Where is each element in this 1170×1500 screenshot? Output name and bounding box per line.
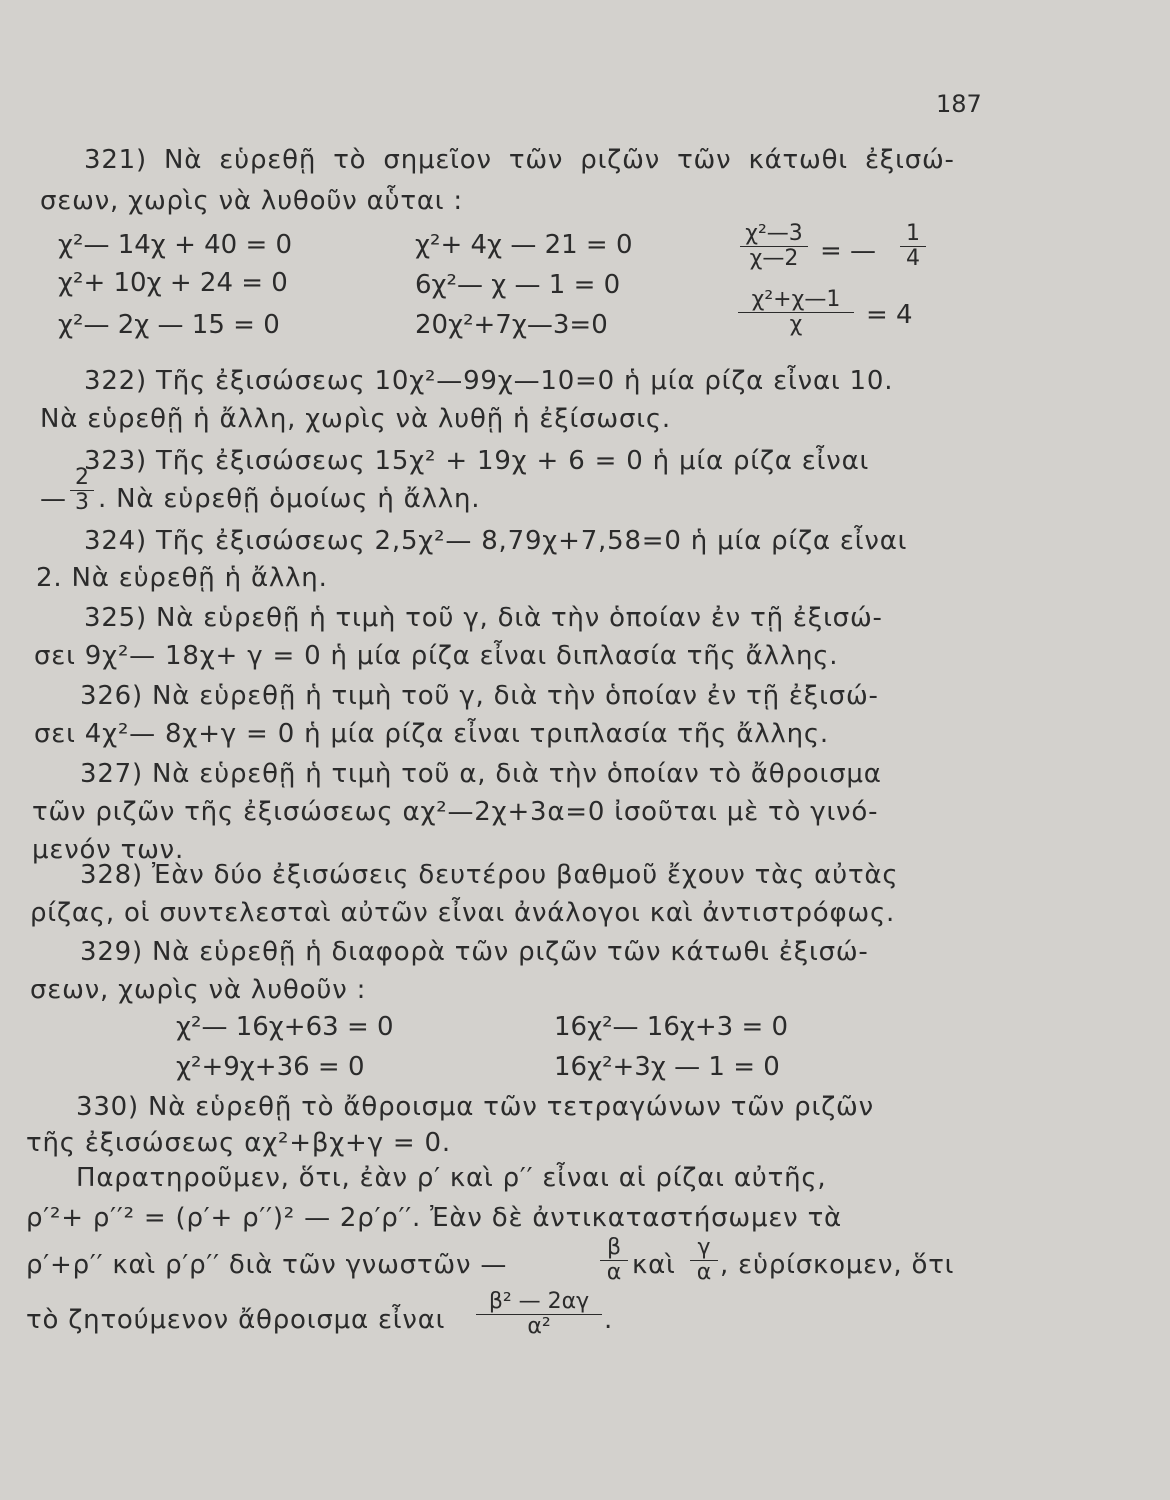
problem-330-line1: 330) Νὰ εὑρεθῇ τὸ ἄθροισμα τῶν τετραγώνων τῶν ριζῶν	[76, 1092, 874, 1122]
fraction-numerator: χ²—3	[740, 222, 808, 247]
fraction-denominator: α	[606, 1260, 622, 1285]
problem-328-line2: ρίζας, οἱ συντελεσταὶ αὐτῶν εἶναι ἀνάλογοι καὶ ἀντιστρόφως.	[30, 898, 896, 928]
fraction-denominator: α	[696, 1260, 712, 1285]
problem-327-line1: 327) Νὰ εὑρεθῇ ἡ τιμὴ τοῦ α, διὰ τὴν ὁποίαν τὸ ἄθροισμα	[80, 759, 882, 789]
problem-326-line2: σει 4χ²— 8χ+γ = 0 ἡ μία ρίζα εἶναι τριπλασία τῆς ἄλλης.	[34, 719, 829, 749]
fraction-321-2	[738, 288, 854, 337]
eq-329-3: χ²+9χ+36 = 0	[176, 1052, 365, 1082]
fraction-330-result	[476, 1290, 602, 1339]
eq-321-a1: χ²— 14χ + 40 = 0	[58, 230, 293, 260]
eq-321-b2: 6χ²— χ — 1 = 0	[415, 270, 621, 300]
fraction-denominator: 4	[906, 246, 920, 271]
problem-330-line5b: καὶ	[632, 1250, 676, 1280]
fraction-denominator: χ—2	[749, 246, 799, 271]
eq-329-4: 16χ²+3χ — 1 = 0	[554, 1052, 780, 1082]
problem-330-line6-end: .	[604, 1305, 614, 1335]
problem-325-line2: σει 9χ²— 18χ+ γ = 0 ἡ μία ρίζα εἶναι διπλασία τῆς ἄλλης.	[34, 641, 839, 671]
fraction-321-1b	[900, 222, 926, 271]
fraction-numerator: 2	[70, 466, 94, 491]
fraction-321-1	[740, 222, 808, 271]
problem-330-line2: τῆς ἐξισώσεως αχ²+βχ+γ = 0.	[26, 1128, 451, 1158]
problem-323-line2: . Νὰ εὑρεθῇ ὁμοίως ἡ ἄλλη.	[98, 484, 481, 514]
fraction-321-1-rhs: = —	[820, 236, 877, 266]
eq-329-1: χ²— 16χ+63 = 0	[176, 1012, 394, 1042]
page-number: 187	[936, 90, 982, 118]
eq-321-a3: χ²— 2χ — 15 = 0	[58, 310, 280, 340]
fraction-321-2-rhs: = 4	[866, 300, 913, 330]
problem-327-line3: μενόν των.	[32, 835, 185, 865]
fraction-323	[70, 466, 94, 515]
problem-330-line4: ρ′²+ ρ′′² = (ρ′+ ρ′′)² — 2ρ′ρ′′. Ἐὰν δὲ ἀντικαταστήσωμεν τὰ	[26, 1203, 842, 1233]
fraction-denominator: 3	[75, 490, 89, 515]
fraction-numerator: 1	[900, 222, 926, 247]
fraction-330-gamma	[690, 1236, 718, 1285]
problem-325-line1: 325) Νὰ εὑρεθῇ ἡ τιμὴ τοῦ γ, διὰ τὴν ὁποίαν ἐν τῇ ἐξισώ-	[84, 603, 883, 633]
eq-321-a2: χ²+ 10χ + 24 = 0	[58, 268, 288, 298]
fraction-numerator: β² — 2αγ	[476, 1290, 602, 1315]
fraction-numerator: γ	[690, 1236, 718, 1261]
eq-329-2: 16χ²— 16χ+3 = 0	[554, 1012, 789, 1042]
fraction-numerator: β	[600, 1236, 628, 1261]
problem-322-line1: 322) Τῆς ἐξισώσεως 10χ²—99χ—10=0 ἡ μία ρίζα εἶναι 10.	[84, 366, 894, 396]
problem-323-line1: 323) Τῆς ἐξισώσεως 15χ² + 19χ + 6 = 0 ἡ μία ρίζα εἶναι	[84, 446, 870, 476]
problem-329-line1: 329) Νὰ εὑρεθῇ ἡ διαφορὰ τῶν ριζῶν τῶν κάτωθι ἐξισώ-	[80, 937, 869, 967]
problem-330-line5c: , εὑρίσκομεν, ὅτι	[720, 1250, 955, 1280]
problem-321-line1: 321) Νὰ εὑρεθῇ τὸ σημεῖον τῶν ριζῶν τῶν κάτωθι ἐξισώ-	[84, 145, 955, 175]
fraction-330-beta	[600, 1236, 628, 1285]
problem-330-line6: τὸ ζητούμενον ἄθροισμα εἶναι	[26, 1305, 446, 1335]
problem-324-line2: 2. Νὰ εὑρεθῇ ἡ ἄλλη.	[36, 563, 328, 593]
problem-330-line3: Παρατηροῦμεν, ὅτι, ἐὰν ρ′ καὶ ρ′′ εἶναι αἱ ρίζαι αὐτῆς,	[76, 1163, 827, 1193]
problem-326-line1: 326) Νὰ εὑρεθῇ ἡ τιμὴ τοῦ γ, διὰ τὴν ὁποίαν ἐν τῇ ἐξισώ-	[80, 681, 879, 711]
problem-321-line2: σεων, χωρὶς νὰ λυθοῦν αὗται :	[40, 186, 463, 216]
problem-327-line2: τῶν ριζῶν τῆς ἐξισώσεως αχ²—2χ+3α=0 ἰσοῦται μὲ τὸ γινό-	[32, 797, 879, 827]
fraction-denominator: χ	[789, 312, 803, 337]
eq-321-b3: 20χ²+7χ—3=0	[415, 310, 608, 340]
problem-324-line1: 324) Τῆς ἐξισώσεως 2,5χ²— 8,79χ+7,58=0 ἡ μία ρίζα εἶναι	[84, 526, 908, 556]
problem-330-line5a: ρ′+ρ′′ καὶ ρ′ρ′′ διὰ τῶν γνωστῶν —	[26, 1250, 508, 1280]
problem-323-minus: —	[40, 484, 67, 514]
problem-329-line2: σεων, χωρὶς νὰ λυθοῦν :	[30, 975, 367, 1005]
problem-322-line2: Νὰ εὑρεθῇ ἡ ἄλλη, χωρὶς νὰ λυθῇ ἡ ἐξίσωσις.	[40, 404, 671, 434]
fraction-numerator: χ²+χ—1	[738, 288, 854, 313]
fraction-denominator: α²	[527, 1314, 551, 1339]
eq-321-b1: χ²+ 4χ — 21 = 0	[415, 230, 633, 260]
problem-328-line1: 328) Ἐὰν δύο ἐξισώσεις δευτέρου βαθμοῦ ἔχουν τὰς αὐτὰς	[80, 860, 899, 890]
